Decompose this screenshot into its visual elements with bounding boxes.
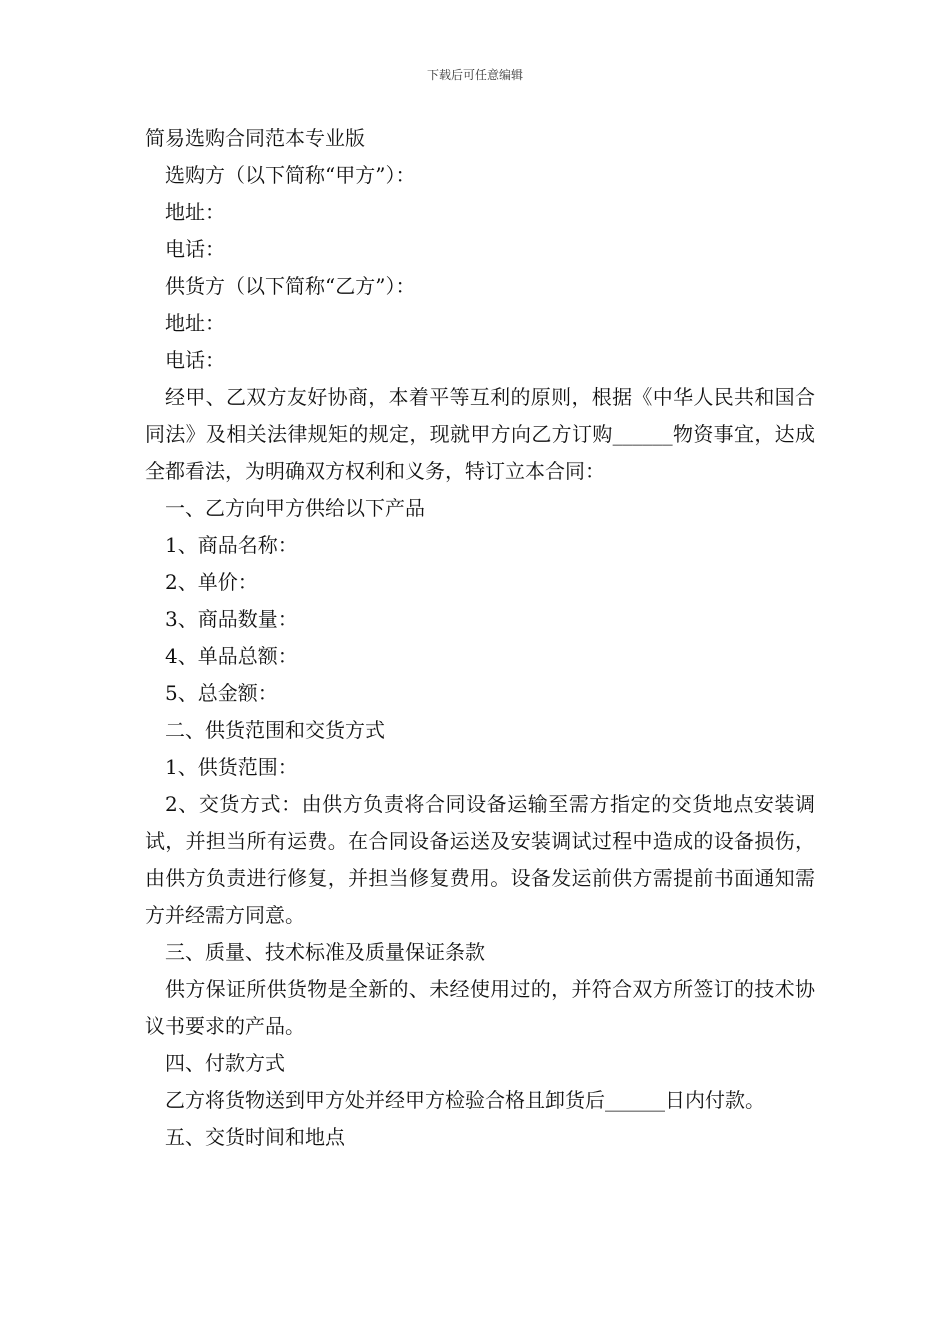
section-1-item: 2、单价： [165, 570, 258, 594]
section-2-delivery: 2、交货方式：由供方负责将合同设备运输至需方指定的交货地点安装调试，并担当所有运费。在合同设备运送及安装调试过程中造成的设备损伤，由供方负责进行修复，并担当修复费用。设备发运前供方需提前书面通知需方并经需方同意。 [145, 792, 815, 927]
section-4-body: 乙方将货物送到甲方处并经甲方检验合格且卸货后______日内付款。 [165, 1088, 765, 1112]
section-1-item: 4、单品总额： [165, 644, 298, 668]
party-a-phone: 电话： [165, 237, 225, 261]
preamble-paragraph: 经甲、乙双方友好协商，本着平等互利的原则，根据《中华人民共和国合同法》及相关法律规矩的规定，现就甲方向乙方订购______物资事宜，达成全都看法，为明确双方权利和义务，特订立本合同： [145, 385, 815, 483]
section-3-heading: 三、质量、技术标准及质量保证条款 [165, 940, 485, 964]
party-a-label: 选购方（以下简称“甲方”）： [165, 163, 416, 187]
page-header: 下载后可任意编辑 [426, 68, 523, 82]
section-5-heading: 五、交货时间和地点 [165, 1125, 345, 1149]
section-2-scope: 1、供货范围： [165, 755, 298, 779]
section-2-heading: 二、供货范围和交货方式 [165, 718, 385, 742]
section-1-heading: 一、乙方向甲方供给以下产品 [165, 496, 425, 520]
section-1-item: 1、商品名称： [165, 533, 298, 557]
section-1-item: 3、商品数量： [165, 607, 298, 631]
party-a-address: 地址： [165, 200, 225, 224]
party-b-label: 供货方（以下简称“乙方”）： [165, 274, 416, 298]
party-b-address: 地址： [165, 311, 225, 335]
section-4-heading: 四、付款方式 [165, 1051, 285, 1075]
section-1-item: 5、总金额： [165, 681, 278, 705]
document-body [145, 120, 815, 1156]
section-3-body: 供方保证所供货物是全新的、未经使用过的，并符合双方所签订的技术协议书要求的产品。 [145, 977, 815, 1038]
document-title: 简易选购合同范本专业版 [145, 126, 365, 150]
party-b-phone: 电话： [165, 348, 225, 372]
